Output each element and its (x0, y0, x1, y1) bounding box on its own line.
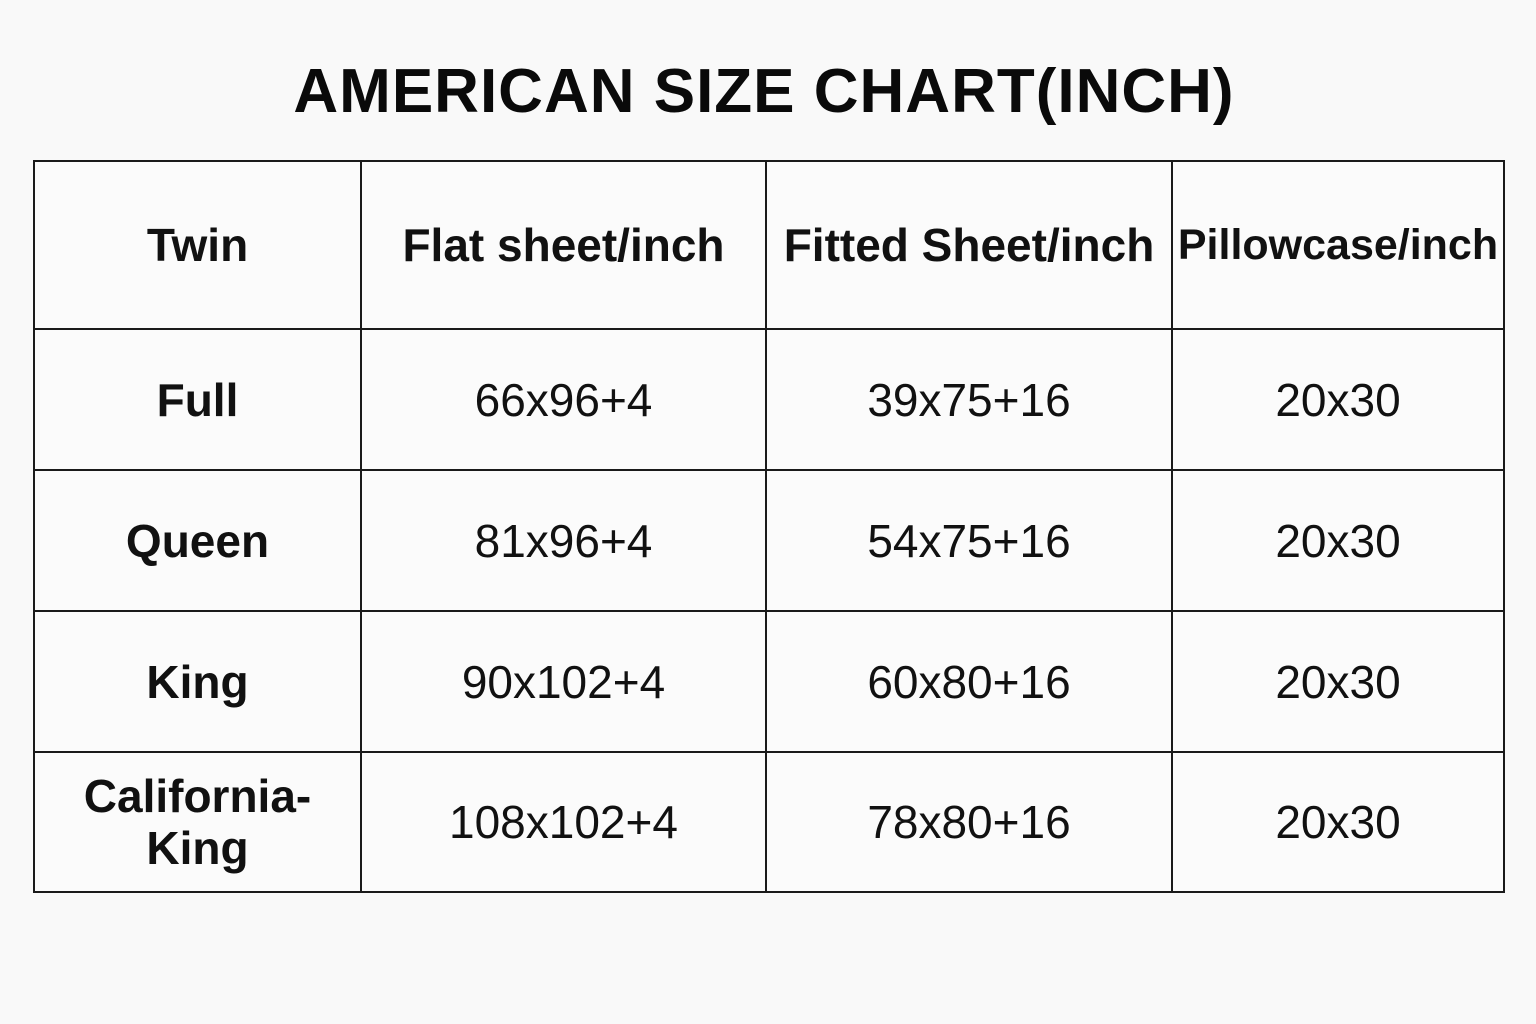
header-row (34, 161, 1504, 329)
size-label: Full (156, 373, 239, 426)
fitted-sheet-cell (766, 329, 1172, 470)
header-cell-pillowcase (1172, 161, 1504, 329)
cell-value: 20x30 (1275, 655, 1401, 708)
size-label-line: California- (83, 770, 312, 822)
cell-value: 81x96+4 (474, 514, 653, 567)
fitted-sheet-cell (766, 470, 1172, 611)
header-label: Fitted Sheet/inch (783, 219, 1155, 271)
header-label: Twin (146, 219, 249, 271)
cell-value: 39x75+16 (867, 373, 1071, 426)
size-label: Queen (125, 514, 270, 567)
size-label-cell (34, 611, 361, 752)
pillowcase-cell (1172, 611, 1504, 752)
header-label: Pillowcase/inch (1177, 220, 1499, 269)
size-table (33, 160, 1505, 893)
header-cell-flat-sheet (361, 161, 766, 329)
flat-sheet-cell (361, 329, 766, 470)
table-row (34, 752, 1504, 892)
cell-value: 108x102+4 (449, 796, 678, 848)
fitted-sheet-cell (766, 752, 1172, 892)
size-label-line: King (146, 822, 249, 874)
header-label: Flat sheet/inch (402, 219, 725, 271)
flat-sheet-cell (361, 752, 766, 892)
pillowcase-cell (1172, 752, 1504, 892)
pillowcase-cell (1172, 470, 1504, 611)
table-row (34, 611, 1504, 752)
cell-value: 20x30 (1275, 514, 1401, 567)
size-label-cell (34, 752, 361, 892)
header-cell-fitted-sheet (766, 161, 1172, 329)
size-label-cell (34, 470, 361, 611)
pillowcase-cell (1172, 329, 1504, 470)
cell-value: 54x75+16 (867, 514, 1071, 567)
fitted-sheet-cell (766, 611, 1172, 752)
chart-title: AMERICAN SIZE CHART(INCH) (293, 57, 1235, 126)
size-label: King (146, 655, 249, 708)
cell-value: 66x96+4 (474, 373, 653, 426)
cell-value: 20x30 (1275, 373, 1401, 426)
flat-sheet-cell (361, 470, 766, 611)
cell-value: 60x80+16 (867, 655, 1071, 708)
size-label-cell (34, 329, 361, 470)
table-row (34, 470, 1504, 611)
cell-value: 78x80+16 (867, 796, 1071, 848)
cell-value: 20x30 (1275, 796, 1401, 848)
size-label (84, 770, 311, 874)
flat-sheet-cell (361, 611, 766, 752)
header-cell-size (34, 161, 361, 329)
cell-value: 90x102+4 (461, 655, 666, 708)
table-row (34, 329, 1504, 470)
